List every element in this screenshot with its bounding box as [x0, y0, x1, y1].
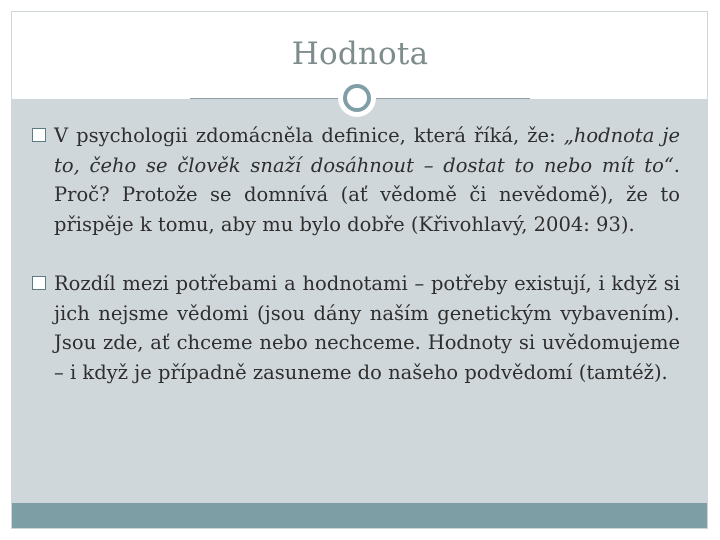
- footer-bar: [12, 503, 707, 528]
- definition-quote: „hodnota je to, čeho se člověk snaží dosáhnout – dostat to nebo mít to“: [54, 124, 680, 177]
- bullet-text: . Proč? Protože se domnívá (ať vědomě či nevědomě), že to přispěje k tomu, aby mu bylo dobře (Křivohlavý, 2004: 93).: [54, 153, 680, 236]
- circle-ornament-icon: [343, 84, 371, 112]
- bullet-list: [32, 121, 680, 387]
- bullet-text: V psychologii zdomácněla definice, která říká, že:: [54, 124, 564, 147]
- bullet-text: Rozdíl mezi potřebami a hodnotami – potřeby existují, i když si jich nejsme vědomi (jsou dány naším genetickým vybavením). Jsou zde, ať chceme nebo nechceme. Hodnoty si uvědomujeme – i když je případně zasuneme do našeho podvědomí (tamtéž).: [54, 272, 680, 384]
- bullet-item: [32, 269, 680, 387]
- square-bullet-icon: [32, 276, 46, 290]
- bullet-item: [32, 121, 680, 239]
- square-bullet-icon: [32, 128, 46, 142]
- slide-title: Hodnota: [291, 36, 429, 72]
